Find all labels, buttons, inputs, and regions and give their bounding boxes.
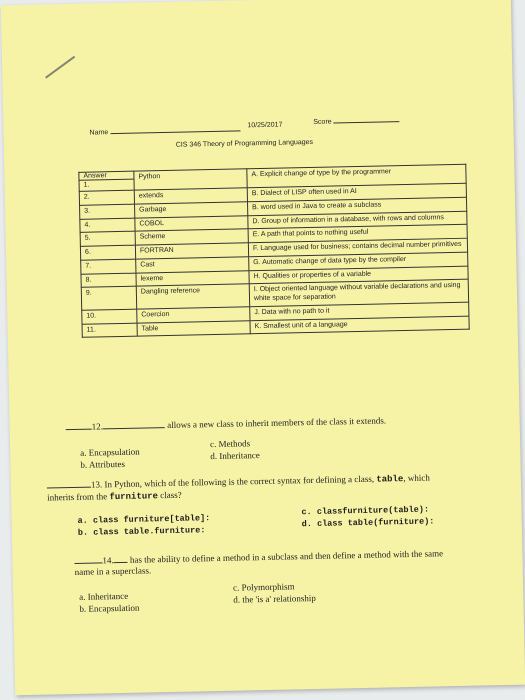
definition-cell: H. Qualities or properties of a variable [249, 266, 468, 284]
answer-cell[interactable] [80, 204, 135, 219]
row-number: 9. [85, 289, 92, 297]
question-text-line2: name in a superclass. [74, 565, 152, 578]
question-text: In Python, which of the following is the correct syntax for defining a class, [104, 473, 375, 490]
matching-table [78, 164, 469, 338]
question-12 [66, 413, 486, 433]
answer-cell[interactable] [81, 259, 136, 274]
definition-cell: E. A path that points to nothing useful [248, 224, 467, 242]
option-b: b. class table.furniture: [77, 525, 206, 538]
row-number: 1. [83, 181, 90, 189]
question-number: 14. [102, 555, 114, 566]
term-cell: Cast [136, 257, 249, 273]
answer-blank[interactable] [47, 487, 91, 489]
option-d: d. the 'is a' relationship [233, 592, 316, 605]
name-field [89, 126, 240, 136]
option-d: d. Inheritance [210, 450, 260, 462]
code-furniture: furniture [109, 491, 159, 503]
answer-cell[interactable] [79, 171, 134, 191]
option-a: a. class furniture[table]: [77, 513, 211, 526]
definition-cell: K. Smallest unit of a language [250, 316, 469, 334]
question-text-cont: , which [403, 472, 430, 484]
term-cell: Coercion [137, 307, 250, 323]
answer-header: Answer [79, 172, 133, 181]
score-label: Score [313, 118, 332, 126]
row-number: 11. [86, 325, 96, 334]
code-table: table [376, 474, 404, 485]
answer-cell[interactable] [82, 323, 137, 338]
answer-cell[interactable] [80, 245, 135, 260]
answer-cell[interactable] [81, 286, 136, 310]
question-14 [74, 547, 504, 579]
definition-cell: A. Explicit change of type by the programmer [247, 164, 466, 188]
answer-cell[interactable] [81, 273, 136, 288]
definition-cell: G. Automatic change of data type by the compiler [249, 252, 468, 270]
definition-cell: D. Group of information in a database, with rows and columns [248, 211, 467, 229]
row-number: 3. [84, 207, 91, 215]
question-number: 12. [91, 421, 104, 432]
answer-cell[interactable] [79, 190, 134, 205]
definition-cell: B. Dialect of LISP often used in AI [247, 183, 466, 201]
score-blank[interactable] [334, 121, 400, 123]
date-text: 10/25/2017 [247, 121, 283, 130]
option-d: d. class table(furniture): [301, 516, 435, 530]
option-c: c. classfurniture(table): [301, 504, 430, 518]
option-b: b. Attributes [80, 458, 126, 470]
option-b: b. Encapsulation [79, 602, 140, 614]
row-number: 7. [85, 262, 92, 270]
term-cell: COBOL [135, 215, 248, 231]
question-13 [47, 471, 487, 505]
term-cell: Table [137, 320, 250, 336]
question-text-line2: inherits from the [47, 491, 108, 503]
definition-cell: B. word used in Java to create a subclass [247, 197, 466, 215]
term-cell: FORTRAN [135, 243, 248, 259]
answer-cell[interactable] [80, 218, 135, 233]
option-a: a. Inheritance [79, 590, 129, 602]
question-number: 13. [90, 479, 103, 490]
row-number: 4. [84, 221, 91, 229]
question-text: has the ability to define a method in a subclass and then define a method with the same [129, 548, 444, 565]
term-cell: extends [134, 188, 247, 204]
term-cell: Scheme [135, 229, 248, 245]
fill-blank[interactable] [103, 427, 165, 429]
row-number: 6. [84, 248, 91, 256]
definition-cell: I. Object oriented language without variable declarations and using white space for separation [249, 279, 468, 306]
name-label: Name [89, 129, 109, 137]
row-number: 10. [86, 312, 97, 320]
fill-blank[interactable] [114, 562, 128, 563]
term-cell: lexeme [136, 270, 249, 286]
answer-blank[interactable] [66, 429, 92, 431]
term-cell: Garbage [135, 202, 248, 218]
option-c: c. Polymorphism [232, 581, 295, 593]
row-number: 2. [83, 193, 90, 201]
option-a: a. Encapsulation [80, 446, 140, 458]
answer-blank[interactable] [75, 562, 103, 564]
course-title: CIS 346 Theory of Programming Languages [175, 138, 314, 149]
answer-cell[interactable] [80, 231, 135, 246]
definition-cell: J. Data with no path to it [250, 302, 469, 320]
name-blank[interactable] [110, 130, 240, 134]
score-field [313, 117, 399, 126]
definition-cell: F. Language used for business; contains decimal number primitives [248, 238, 467, 256]
option-c: c. Methods [209, 438, 251, 450]
row-number: 8. [85, 276, 92, 284]
question-text: allows a new class to inherit members of the class it extends. [167, 415, 387, 431]
term-cell: Python [134, 169, 247, 190]
pencil-mark [45, 56, 75, 79]
term-cell: Dangling reference [136, 284, 249, 309]
row-number: 5. [84, 234, 91, 242]
answer-cell[interactable] [82, 309, 137, 324]
worksheet-paper [1, 0, 525, 695]
question-text-end: class? [160, 489, 182, 501]
